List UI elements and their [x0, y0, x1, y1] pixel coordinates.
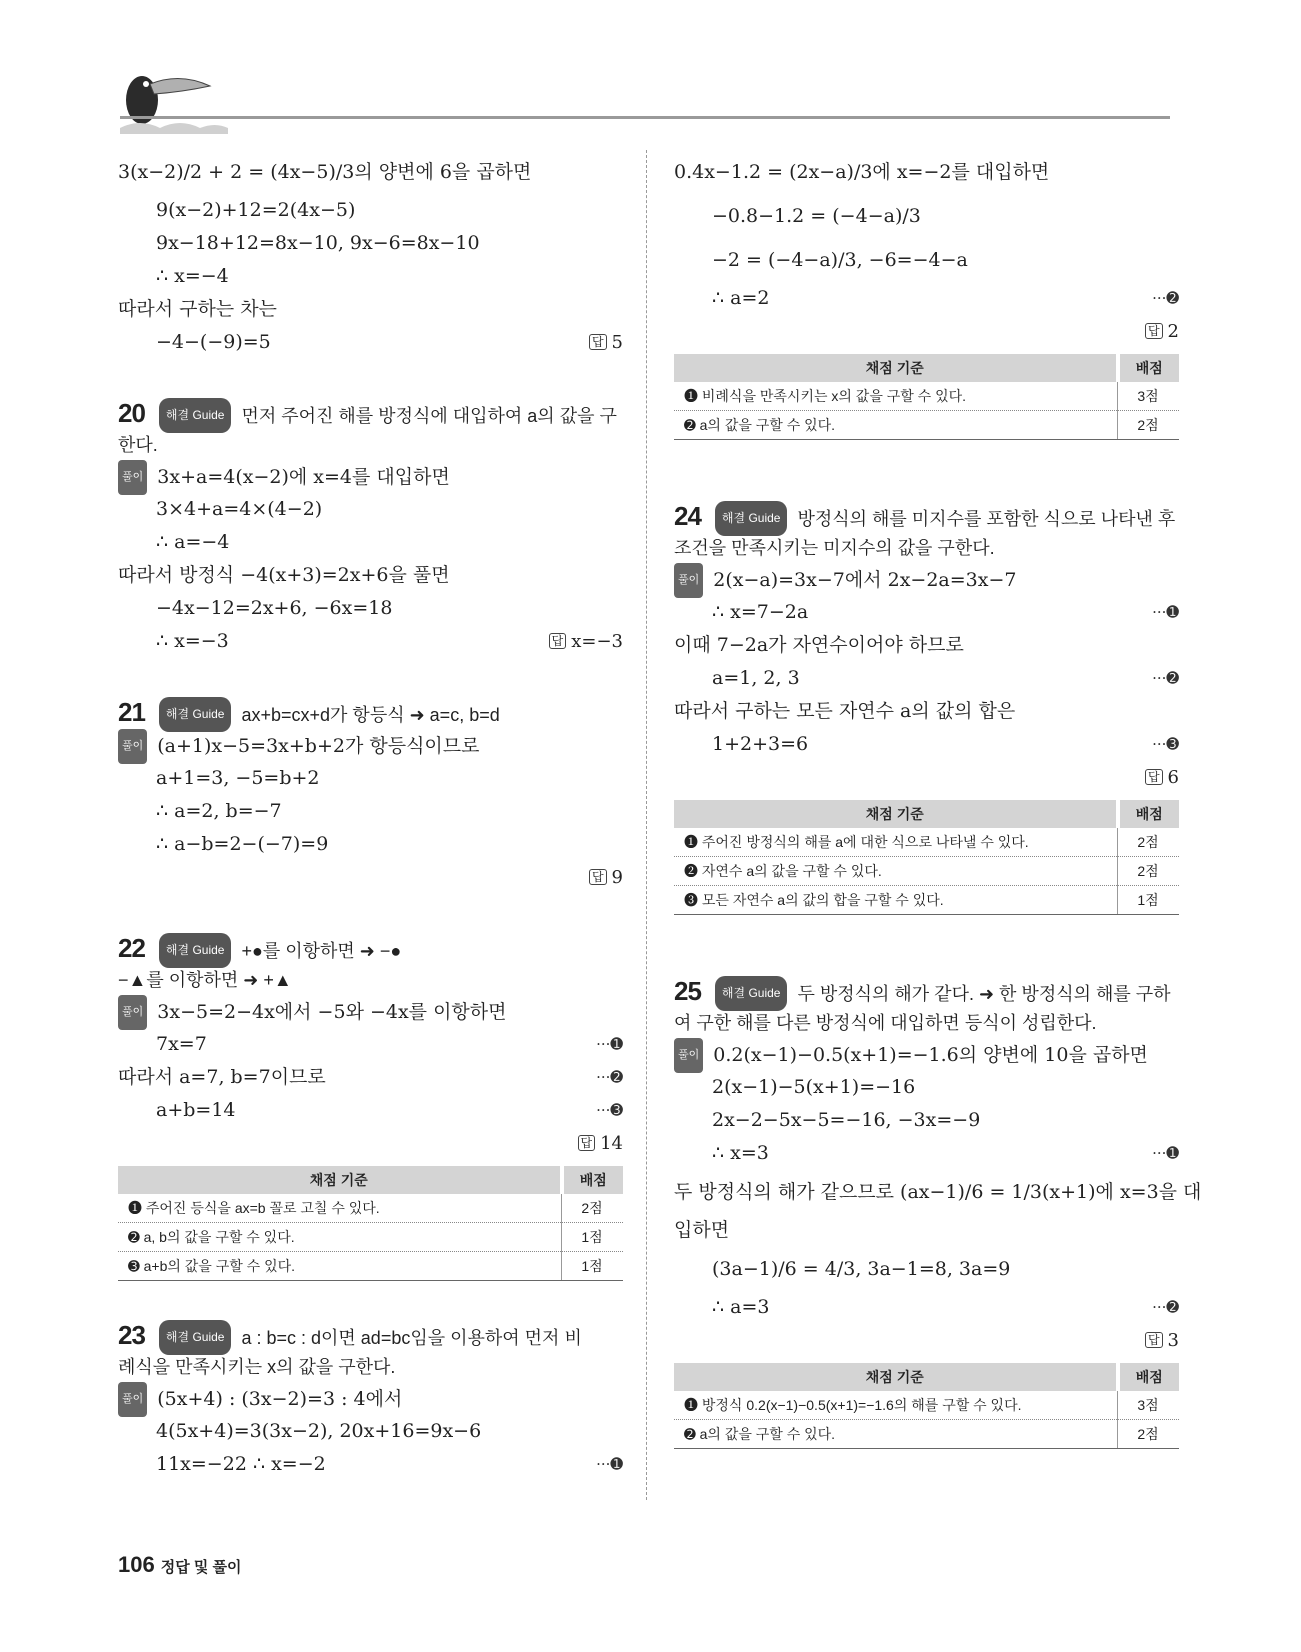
math-line: [118, 1028, 623, 1061]
guide-badge: 해결 Guide: [159, 697, 232, 732]
math-line: 9x−18+12=8x−10, 9x−6=8x−10: [156, 232, 480, 254]
criterion: ➋ a의 값을 구할 수 있다.: [674, 411, 1118, 440]
right-column: [674, 150, 1202, 1449]
points: 2점: [562, 1194, 624, 1223]
text-line: 입하면: [674, 1219, 730, 1241]
grading-table: [118, 1166, 623, 1281]
answer-line: [674, 761, 1179, 794]
math-line: ∴ a=2, b=−7: [156, 800, 282, 822]
math-line: [674, 1291, 1179, 1324]
criterion: ➌ 모든 자연수 a의 값의 합을 구할 수 있다.: [674, 886, 1118, 915]
step-marker: ···➌: [596, 1101, 623, 1119]
answer: [578, 1127, 624, 1160]
math-text: 0.2(x−1)−0.5(x+1)=−1.6의 양변에 10을 곱하면: [713, 1044, 1148, 1066]
footer-title: 정답 및 풀이: [160, 1559, 242, 1576]
math-text: ∴ a=3: [712, 1296, 770, 1318]
guide-badge: 해결 Guide: [715, 501, 788, 536]
guide-text-cont: −▲를 이항하면 ➜ +▲: [118, 970, 292, 990]
step-marker: ···➌: [1152, 735, 1179, 753]
math-text: 따라서 a=7, b=7이므로: [118, 1066, 326, 1088]
toucan-logo-icon: [110, 64, 230, 134]
criterion: ➋ a의 값을 구할 수 있다.: [674, 1420, 1118, 1449]
problem-21-header: [118, 696, 623, 729]
step-marker: ···➋: [1152, 669, 1179, 687]
guide-text-cont: 여 구한 해를 다른 방정식에 대입하면 등식이 성립한다.: [674, 1013, 1097, 1033]
math-line: [118, 1094, 623, 1127]
table-header: 배점: [1118, 354, 1180, 382]
math-line: [674, 282, 1179, 315]
grading-table: [674, 1363, 1179, 1449]
problem-20-header: [118, 397, 623, 430]
math-text: ∴ x=7−2a: [712, 601, 809, 623]
answer-line: [674, 315, 1179, 348]
criterion: ➊ 방정식 0.2(x−1)−0.5(x+1)=−1.6의 해를 구할 수 있다.: [674, 1391, 1118, 1420]
table-row: [674, 1391, 1179, 1420]
answer-line: [118, 861, 623, 894]
solution-badge: 풀이: [118, 460, 147, 495]
math-line: [674, 728, 1179, 761]
math-line: 0.4x−1.2 = (2x−a)/3에 x=−2를 대입하면: [674, 161, 1050, 183]
answer: [1145, 315, 1179, 348]
answer-tag: 답: [578, 1135, 596, 1151]
math-text: 1+2+3=6: [712, 733, 809, 755]
math-line: [118, 625, 623, 658]
table-row: [118, 1194, 623, 1223]
math-line: [674, 662, 1179, 695]
answer: [589, 861, 623, 894]
points: 2점: [1118, 411, 1180, 440]
points: 1점: [1118, 886, 1180, 915]
answer-value: x=−3: [571, 631, 623, 652]
problem-number: 24: [674, 501, 701, 531]
answer-tag: 답: [1145, 1332, 1163, 1348]
math-text: a=1, 2, 3: [712, 667, 800, 689]
answer-tag: 답: [549, 633, 567, 649]
problem-number: 20: [118, 398, 145, 428]
problem-number: 25: [674, 976, 701, 1006]
answer-value: 6: [1167, 767, 1179, 788]
math-line: −4x−12=2x+6, −6x=18: [156, 597, 393, 619]
answer-tag: 답: [1145, 323, 1163, 339]
problem-22-header: [118, 932, 623, 965]
table-row: [674, 857, 1179, 886]
criterion: ➊ 주어진 방정식의 해를 a에 대한 식으로 나타낼 수 있다.: [674, 828, 1118, 857]
math-line: (3a−1)/6 = 4/3, 3a−1=8, 3a=9: [712, 1258, 1011, 1280]
answer-line: [118, 1127, 623, 1160]
table-header: 채점 기준: [674, 1363, 1118, 1391]
points: 2점: [1118, 857, 1180, 886]
guide-badge: 해결 Guide: [159, 1320, 232, 1355]
answer: [589, 326, 623, 359]
answer-line: [674, 1324, 1179, 1357]
math-line: ∴ a−b=2−(−7)=9: [156, 833, 329, 855]
math-line: ∴ a=−4: [156, 531, 230, 553]
solution-badge: 풀이: [674, 1038, 703, 1073]
guide-text-cont: 례식을 만족시키는 x의 값을 구한다.: [118, 1357, 396, 1377]
table-row: [674, 1420, 1179, 1449]
table-row: [674, 382, 1179, 411]
criterion: ➋ 자연수 a의 값을 구할 수 있다.: [674, 857, 1118, 886]
problem-23-header: [118, 1319, 623, 1352]
table-row: [674, 886, 1179, 915]
left-column: [118, 150, 623, 1481]
math-text: 2(x−a)=3x−7에서 2x−2a=3x−7: [713, 569, 1017, 591]
answer-value: 2: [1167, 321, 1179, 342]
problem-number: 22: [118, 933, 145, 963]
table-row: [674, 828, 1179, 857]
problem-number: 23: [118, 1320, 145, 1350]
answer: [1145, 1324, 1179, 1357]
guide-text-cont: 조건을 만족시키는 미지수의 값을 구한다.: [674, 538, 995, 558]
answer-value: 5: [611, 332, 623, 353]
text-line: 따라서 구하는 모든 자연수 a의 값의 합은: [674, 700, 1016, 722]
solution-badge: 풀이: [118, 729, 147, 764]
math-line: ∴ x=−4: [156, 265, 229, 287]
math-text: −4−(−9)=5: [156, 331, 271, 353]
text-line: 이때 7−2a가 자연수이어야 하므로: [674, 634, 964, 656]
solution-badge: 풀이: [118, 995, 147, 1030]
math-text: 3x−5=2−4x에서 −5와 −4x를 이항하면: [157, 1001, 507, 1023]
grading-table: [674, 800, 1179, 915]
answer-value: 3: [1167, 1330, 1179, 1351]
answer-tag: 답: [589, 869, 607, 885]
guide-text: a : b=c : d이면 ad=bc임을 이용하여 먼저 비: [241, 1328, 582, 1348]
table-row: [674, 411, 1179, 440]
grading-table: [674, 354, 1179, 440]
table-header: 배점: [562, 1166, 624, 1194]
header-rule: [120, 116, 1170, 119]
solution-line: [118, 995, 623, 1028]
step-marker: ···➋: [1152, 289, 1179, 307]
points: 3점: [1118, 1391, 1180, 1420]
answer-value: 9: [611, 867, 623, 888]
guide-text: 방정식의 해를 미지수를 포함한 식으로 나타낸 후: [797, 509, 1176, 529]
table-row: [118, 1223, 623, 1252]
math-line: 3(x−2)/2 + 2 = (4x−5)/3의 양변에 6을 곱하면: [118, 161, 532, 183]
table-header: 채점 기준: [674, 354, 1118, 382]
math-text: 7x=7: [156, 1033, 207, 1055]
page-footer: [118, 1552, 242, 1578]
step-marker: ···➊: [1152, 603, 1179, 621]
answer-tag: 답: [1145, 769, 1163, 785]
math-line: 9(x−2)+12=2(4x−5): [156, 199, 356, 221]
math-line: [118, 326, 623, 359]
math-line: [674, 596, 1179, 629]
solution-line: [674, 563, 1179, 596]
solution-line: [118, 460, 623, 493]
table-header: 채점 기준: [674, 800, 1118, 828]
text-line: 따라서 구하는 차는: [118, 298, 277, 320]
guide-text: +●를 이항하면 ➜ −●: [241, 941, 402, 961]
guide-text: 두 방정식의 해가 같다. ➜ 한 방정식의 해를 구하: [797, 984, 1171, 1004]
table-header: 배점: [1118, 1363, 1180, 1391]
math-line: 4(5x+4)=3(3x−2), 20x+16=9x−6: [156, 1420, 482, 1442]
math-text: (5x+4) : (3x−2)=3 : 4에서: [157, 1388, 403, 1410]
step-marker: ···➊: [596, 1035, 623, 1053]
column-divider: [646, 150, 647, 1500]
solution-line: [674, 1038, 1179, 1071]
guide-badge: 해결 Guide: [159, 398, 232, 433]
math-text: 11x=−22 ∴ x=−2: [156, 1453, 326, 1475]
guide-badge: 해결 Guide: [159, 933, 232, 968]
text-line: 따라서 방정식 −4(x+3)=2x+6을 풀면: [118, 564, 450, 586]
math-line: 2x−2−5x−5=−16, −3x=−9: [712, 1109, 981, 1131]
problem-24-header: [674, 500, 1179, 533]
points: 2점: [1118, 1420, 1180, 1449]
math-line: 2(x−1)−5(x+1)=−16: [712, 1076, 916, 1098]
math-text: ∴ x=3: [712, 1142, 769, 1164]
math-text: 3x+a=4(x−2)에 x=4를 대입하면: [157, 466, 450, 488]
solution-badge: 풀이: [118, 1382, 147, 1417]
points: 2점: [1118, 828, 1180, 857]
guide-text: ax+b=cx+d가 항등식 ➜ a=c, b=d: [241, 705, 500, 725]
table-header: 채점 기준: [118, 1166, 562, 1194]
math-line: −2 = (−4−a)/3, −6=−4−a: [712, 249, 968, 271]
solution-line: [118, 1382, 623, 1415]
math-text: a+b=14: [156, 1099, 236, 1121]
points: 1점: [562, 1252, 624, 1281]
problem-number: 21: [118, 697, 145, 727]
math-line: 3×4+a=4×(4−2): [156, 498, 323, 520]
points: 3점: [1118, 382, 1180, 411]
solution-line: [118, 729, 623, 762]
points: 1점: [562, 1223, 624, 1252]
text-line: [118, 1061, 623, 1094]
problem-25-header: [674, 975, 1179, 1008]
table-header: 배점: [1118, 800, 1180, 828]
page-number: 106: [118, 1552, 155, 1577]
criterion: ➊ 주어진 등식을 ax=b 꼴로 고칠 수 있다.: [118, 1194, 562, 1223]
guide-text-cont: 한다.: [118, 435, 158, 455]
math-line: a+1=3, −5=b+2: [156, 767, 320, 789]
guide-badge: 해결 Guide: [715, 976, 788, 1011]
math-line: −0.8−1.2 = (−4−a)/3: [712, 205, 921, 227]
criterion: ➊ 비례식을 만족시키는 x의 값을 구할 수 있다.: [674, 382, 1118, 411]
table-row: [118, 1252, 623, 1281]
math-line: [118, 1448, 623, 1481]
answer-value: 14: [600, 1133, 623, 1154]
answer: [1145, 761, 1179, 794]
step-marker: ···➊: [596, 1455, 623, 1473]
step-marker: ···➋: [1152, 1298, 1179, 1316]
text-line: 두 방정식의 해가 같으므로 (ax−1)/6 = 1/3(x+1)에 x=3을 대: [674, 1181, 1202, 1203]
math-text: ∴ a=2: [712, 287, 770, 309]
step-marker: ···➊: [1152, 1144, 1179, 1162]
criterion: ➌ a+b의 값을 구할 수 있다.: [118, 1252, 562, 1281]
step-marker: ···➋: [596, 1068, 623, 1086]
math-text: (a+1)x−5=3x+b+2가 항등식이므로: [157, 735, 480, 757]
guide-text: 먼저 주어진 해를 방정식에 대입하여 a의 값을 구: [241, 406, 617, 426]
solution-badge: 풀이: [674, 563, 703, 598]
answer: [549, 625, 623, 658]
criterion: ➋ a, b의 값을 구할 수 있다.: [118, 1223, 562, 1252]
math-text: ∴ x=−3: [156, 630, 229, 652]
answer-tag: 답: [589, 334, 607, 350]
math-line: [674, 1137, 1179, 1170]
